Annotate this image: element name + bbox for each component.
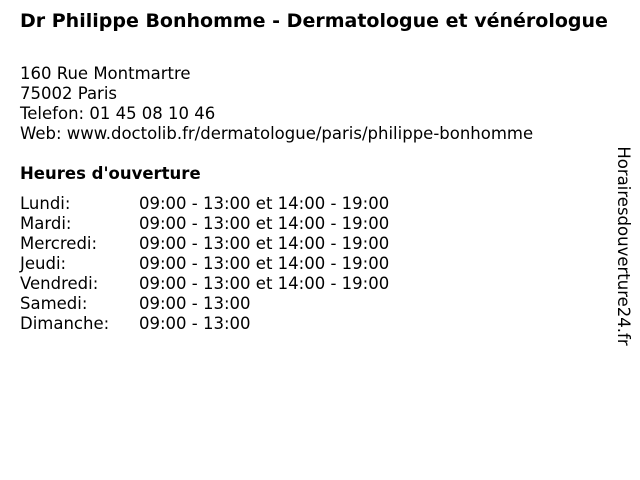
hours-heading: Heures d'ouverture [20,164,201,183]
day-label: Mercredi: [20,234,98,253]
page-title: Dr Philippe Bonhomme - Dermatologue et vénérologue [20,10,608,32]
time-range: 09:00 - 13:00 et 14:00 - 19:00 [139,234,390,253]
day-label: Dimanche: [20,314,110,333]
time-range: 09:00 - 13:00 et 14:00 - 19:00 [139,254,390,273]
time-range: 09:00 - 13:00 et 14:00 - 19:00 [139,274,390,293]
time-range: 09:00 - 13:00 et 14:00 - 19:00 [139,194,390,213]
day-label: Jeudi: [20,254,67,273]
day-label: Vendredi: [20,274,99,293]
time-range: 09:00 - 13:00 [139,294,251,313]
day-label: Samedi: [20,294,88,313]
time-range: 09:00 - 13:00 et 14:00 - 19:00 [139,214,390,233]
site-watermark: Horairesdouverture24.fr [614,146,633,346]
city-postal-code: 75002 Paris [20,84,118,103]
website: Web: www.doctolib.fr/dermatologue/paris/philippe-bonhomme [20,124,534,143]
street-address: 160 Rue Montmartre [20,64,191,83]
day-label: Mardi: [20,214,72,233]
phone-number: Telefon: 01 45 08 10 46 [20,104,216,123]
day-label: Lundi: [20,194,71,213]
address-block [20,64,533,144]
time-range: 09:00 - 13:00 [139,314,251,333]
